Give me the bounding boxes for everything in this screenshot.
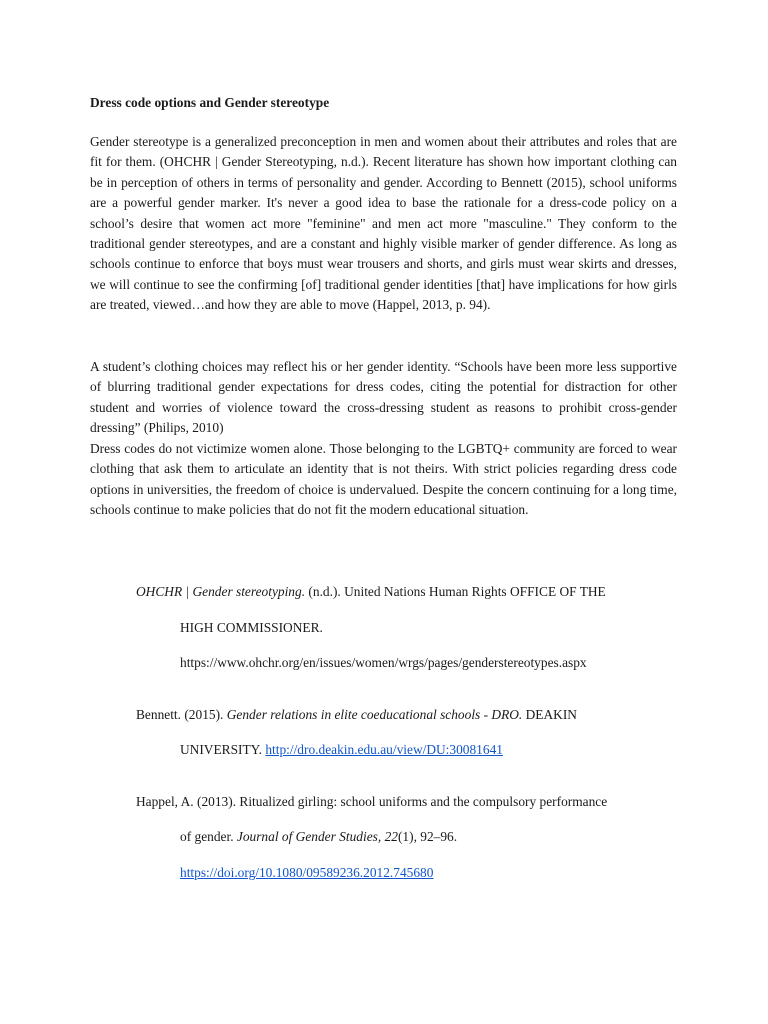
reference-bennett-author: Bennett. (2015). [136, 707, 227, 722]
reference-happel-comma: , [377, 829, 385, 844]
paragraph-clothing-choices: A student’s clothing choices may reflect his or her gender identity. “Schools have been more less supportive of blurring traditional gender expectations for dress codes, citing the potential for distraction for other student and worries of violence toward the cross-dressing student as reasons to prohibit cross-gender dressing” (Philips, 2010) [90, 359, 677, 436]
paragraph-lgbtq: Dress codes do not victimize women alone. Those belonging to the LGBTQ+ community are forced to wear clothing that ask them to articulate an identity that is not theirs. With strict policies regarding dress code options in universities, the freedom of choice is undervalued. Despite the concern continuing for a long time, schools continue to make policies that do not fit the modern educational situation. [90, 441, 677, 518]
reference-happel-volume: 22 [384, 829, 398, 844]
reference-happel-line1: Happel, A. (2013). Ritualized girling: school uniforms and the compulsory performance [136, 794, 608, 809]
reference-happel-line3 [180, 864, 433, 882]
reference-bennett-publisher: DEAKIN [522, 707, 577, 722]
reference-happel-pages: (1), 92–96. [397, 829, 458, 844]
reference-ohchr-publisher: (n.d.). United Nations Human Rights OFFICE OF THE [305, 584, 606, 599]
reference-happel-pre: of gender. [180, 829, 237, 844]
reference-bennett-title: Gender relations in elite coeducational schools - DRO. [226, 707, 523, 722]
reference-bennett-line1 [136, 706, 577, 724]
reference-ohchr-url: https://www.ohchr.org/en/issues/women/wrgs/pages/genderstereotypes.aspx [180, 655, 587, 670]
reference-happel-link[interactable]: https://doi.org/10.1080/09589236.2012.745680 [180, 865, 434, 880]
reference-happel-journal: Journal of Gender Studies [236, 829, 378, 844]
reference-bennett-link[interactable]: http://dro.deakin.edu.au/view/DU:30081641 [265, 742, 503, 757]
document-title: Dress code options and Gender stereotype [90, 95, 330, 110]
paragraph-gender-stereotype: Gender stereotype is a generalized preconception in men and women about their attributes and roles that are fit for them. (OHCHR | Gender Stereotyping, n.d.). Recent literature has shown how important clothing can be in perception of others in terms of personality and gender. According to Bennett (2015), school uniforms are a powerful gender marker. It's never a good idea to base the rationale for a dress-code policy on a school’s desire that women act more "feminine" and men act more "masculine." They conform to the traditional gender stereotypes, and are a constant and highly visible marker of gender difference. As long as schools continue to enforce that boys must wear trousers and shorts, and girls must wear skirts and dresses, we will continue to see the confirming [of] traditional gender identities [that] have implications for how girls are treated, viewed…and how they are able to move (Happel, 2013, p. 94). [90, 134, 677, 313]
reference-ohchr-line1 [136, 583, 606, 601]
reference-happel-line2 [180, 828, 457, 846]
reference-bennett-university: UNIVERSITY. [180, 742, 266, 757]
reference-ohchr-title: OHCHR | Gender stereotyping. [136, 584, 306, 599]
reference-bennett-line2 [180, 741, 503, 759]
reference-ohchr-line2: HIGH COMMISSIONER. [180, 620, 323, 635]
